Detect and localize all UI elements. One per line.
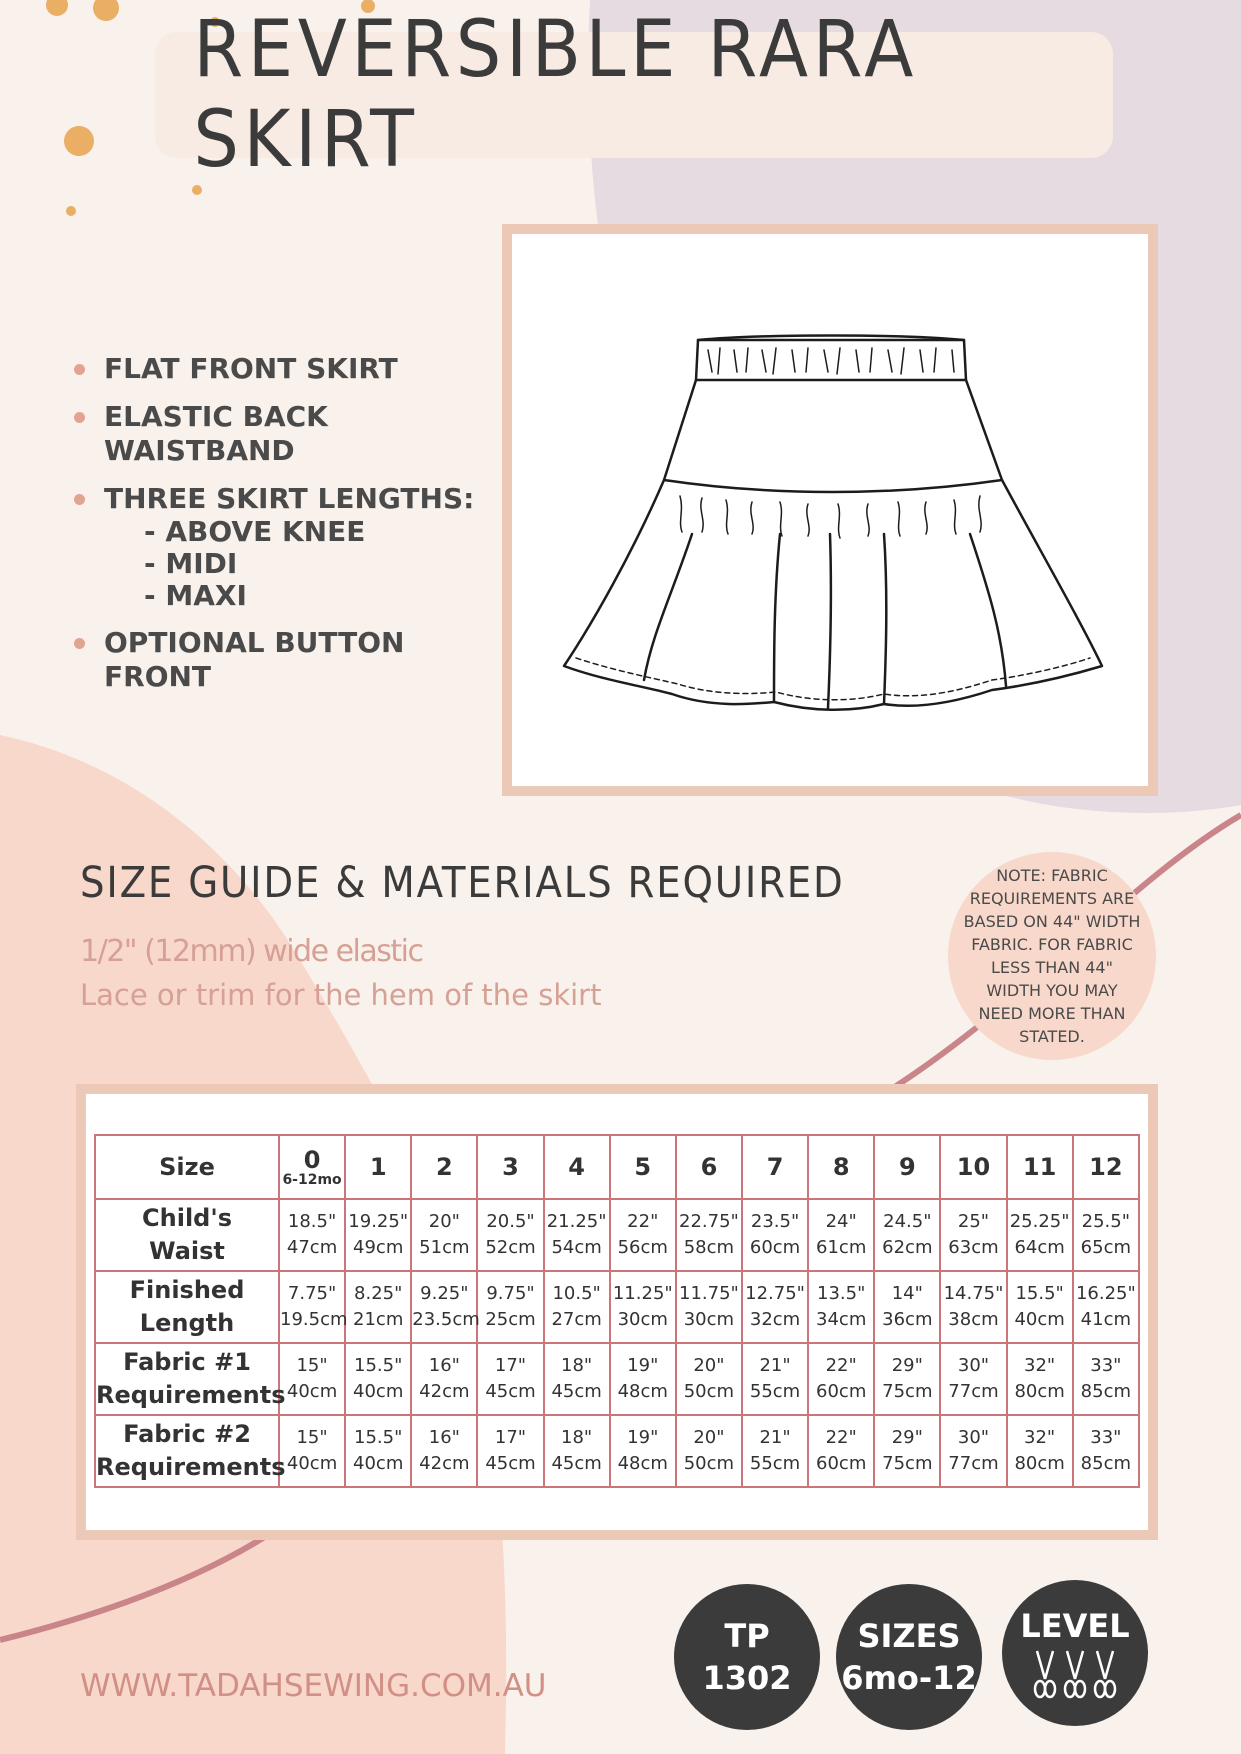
metric-value: 23.5cm xyxy=(412,1309,480,1330)
badge-line: TP xyxy=(724,1617,770,1655)
imperial-value: 15" xyxy=(296,1427,328,1448)
imperial-value: 21" xyxy=(759,1427,791,1448)
table-cell xyxy=(477,1343,543,1415)
upper-tier xyxy=(664,380,1002,492)
size-label: 8 xyxy=(832,1153,850,1181)
table-cell xyxy=(1007,1415,1073,1487)
row-header-line: Waist xyxy=(149,1237,225,1265)
sizes-badge xyxy=(836,1584,982,1730)
metric-value: 30cm xyxy=(683,1309,735,1330)
imperial-value: 13.5" xyxy=(817,1283,866,1304)
imperial-value: 21.25" xyxy=(546,1211,607,1232)
size-label: 7 xyxy=(766,1153,784,1181)
imperial-value: 22" xyxy=(825,1355,857,1376)
table-cell xyxy=(279,1271,348,1343)
imperial-value: 20" xyxy=(693,1355,725,1376)
row-header xyxy=(95,1271,279,1343)
metric-value: 55cm xyxy=(749,1453,801,1474)
metric-value: 51cm xyxy=(419,1237,470,1258)
metric-value: 30cm xyxy=(617,1309,668,1330)
feature-text: OPTIONAL BUTTON FRONT xyxy=(104,626,405,693)
metric-value: 45cm xyxy=(485,1381,536,1402)
metric-value: 55cm xyxy=(749,1381,801,1402)
material-item: Lace or trim for the hem of the skirt xyxy=(80,978,602,1012)
metric-value: 36cm xyxy=(882,1309,933,1330)
table-cell xyxy=(742,1271,808,1343)
size-column-header xyxy=(1007,1135,1073,1199)
metric-value: 61cm xyxy=(816,1237,867,1258)
row-header-line: Requirements xyxy=(96,1381,286,1409)
table-header-row xyxy=(95,1135,1139,1199)
metric-value: 27cm xyxy=(551,1309,602,1330)
table-cell xyxy=(610,1415,676,1487)
table-cell xyxy=(411,1199,477,1271)
imperial-value: 17" xyxy=(494,1355,527,1376)
page-title: REVERSIBLE RARA SKIRT xyxy=(193,5,918,185)
imperial-value: 33" xyxy=(1090,1427,1122,1448)
table-cell xyxy=(1073,1343,1139,1415)
bullet-icon xyxy=(74,364,85,375)
feature-item xyxy=(72,400,502,468)
title-banner xyxy=(155,5,1113,185)
size-label: 6 xyxy=(700,1153,718,1181)
dot xyxy=(46,0,68,16)
table-cell xyxy=(1073,1271,1139,1343)
imperial-value: 15.5" xyxy=(354,1355,403,1376)
metric-value: 41cm xyxy=(1080,1309,1132,1330)
imperial-value: 8.25" xyxy=(354,1283,403,1304)
badge-line: LEVEL xyxy=(1020,1607,1130,1645)
imperial-value: 19.25" xyxy=(348,1211,409,1232)
row-header-line: Fabric #1 xyxy=(123,1348,251,1376)
dot xyxy=(192,185,202,195)
imperial-value: 16" xyxy=(428,1355,460,1376)
imperial-value: 22" xyxy=(627,1211,659,1232)
metric-value: 45cm xyxy=(551,1381,602,1402)
imperial-value: 29" xyxy=(891,1427,923,1448)
feature-text: THREE SKIRT LENGTHS: xyxy=(104,482,475,515)
size-column-header xyxy=(940,1135,1006,1199)
dot xyxy=(66,206,76,216)
feature-text: ELASTIC BACK WAISTBAND xyxy=(104,400,328,467)
imperial-value: 25" xyxy=(957,1211,990,1232)
row-header xyxy=(95,1343,286,1415)
table-cell xyxy=(676,1415,742,1487)
size-sublabel: 6-12mo xyxy=(282,1172,342,1188)
size-label: 2 xyxy=(436,1153,453,1181)
metric-value: 77cm xyxy=(948,1453,999,1474)
table-cell xyxy=(345,1199,411,1271)
row-header-line: Finished xyxy=(129,1276,245,1304)
table-cell xyxy=(477,1199,543,1271)
size-label: 1 xyxy=(369,1153,387,1181)
table-cell xyxy=(874,1271,940,1343)
imperial-value: 11.25" xyxy=(612,1283,673,1304)
scissors-icon xyxy=(1065,1651,1085,1697)
size-table xyxy=(94,1134,1140,1488)
metric-value: 56cm xyxy=(617,1237,668,1258)
size-label: 11 xyxy=(1022,1153,1057,1181)
fabric-note-text: NOTE: FABRIC REQUIREMENTS ARE BASED ON 44" WIDTH FABRIC. FOR FABRIC LESS THAN 44" WIDTH YOU MAY NEED MORE THAN STATED. xyxy=(963,866,1141,1046)
size-column-header xyxy=(742,1135,808,1199)
metric-value: 62cm xyxy=(882,1237,933,1258)
metric-value: 45cm xyxy=(551,1453,602,1474)
table-cell xyxy=(940,1271,1006,1343)
table-cell xyxy=(874,1343,940,1415)
bullet-icon xyxy=(74,494,85,505)
metric-value: 40cm xyxy=(286,1381,338,1402)
table-cell xyxy=(411,1271,480,1343)
table-cell xyxy=(940,1343,1006,1415)
imperial-value: 25.25" xyxy=(1009,1211,1070,1232)
table-cell xyxy=(676,1271,742,1343)
table-cell xyxy=(544,1415,610,1487)
table-cell xyxy=(1007,1271,1073,1343)
imperial-value: 18.5" xyxy=(287,1211,337,1232)
imperial-value: 22.75" xyxy=(679,1211,739,1232)
size-table-frame xyxy=(76,1084,1158,1540)
table-cell xyxy=(544,1343,610,1415)
row-header-line: Child's xyxy=(142,1204,232,1232)
fabric-note xyxy=(948,852,1156,1060)
table-cell xyxy=(544,1199,610,1271)
imperial-value: 32" xyxy=(1024,1427,1056,1448)
imperial-value: 7.75" xyxy=(287,1283,337,1304)
table-cell xyxy=(345,1271,411,1343)
size-column-header xyxy=(808,1135,874,1199)
feature-item xyxy=(72,352,502,386)
table-cell xyxy=(742,1199,808,1271)
imperial-value: 9.75" xyxy=(486,1283,535,1304)
section-title: SIZE GUIDE & MATERIALS REQUIRED xyxy=(80,858,845,908)
metric-value: 75cm xyxy=(882,1453,933,1474)
table-cell xyxy=(742,1343,808,1415)
scissors-icon xyxy=(1035,1651,1055,1697)
imperial-value: 11.75" xyxy=(679,1283,739,1304)
metric-value: 21cm xyxy=(353,1309,404,1330)
table-cell xyxy=(874,1415,940,1487)
table-cell xyxy=(411,1415,477,1487)
size-label: 0 xyxy=(303,1146,321,1174)
metric-value: 54cm xyxy=(551,1237,602,1258)
table-cell xyxy=(279,1415,345,1487)
table-cell xyxy=(477,1415,543,1487)
imperial-value: 15.5" xyxy=(1015,1283,1064,1304)
metric-value: 75cm xyxy=(882,1381,933,1402)
imperial-value: 24" xyxy=(825,1211,857,1232)
table-cell xyxy=(1007,1343,1073,1415)
imperial-value: 33" xyxy=(1090,1355,1122,1376)
size-column-header xyxy=(676,1135,742,1199)
metric-value: 38cm xyxy=(948,1309,999,1330)
imperial-value: 18" xyxy=(561,1427,593,1448)
size-label: 10 xyxy=(956,1153,991,1181)
imperial-value: 20" xyxy=(428,1211,460,1232)
metric-value: 60cm xyxy=(816,1381,867,1402)
table-row xyxy=(95,1343,1139,1415)
metric-value: 80cm xyxy=(1014,1381,1065,1402)
metric-value: 85cm xyxy=(1080,1381,1132,1402)
size-column-header xyxy=(477,1135,543,1199)
metric-value: 19.5cm xyxy=(280,1309,348,1330)
imperial-value: 23.5" xyxy=(750,1211,800,1232)
metric-value: 47cm xyxy=(286,1237,338,1258)
metric-value: 40cm xyxy=(353,1381,404,1402)
table-cell xyxy=(874,1199,940,1271)
imperial-value: 21" xyxy=(759,1355,791,1376)
size-label: 12 xyxy=(1089,1153,1123,1181)
size-column-header xyxy=(874,1135,940,1199)
imperial-value: 19" xyxy=(627,1355,659,1376)
sub-item: - MIDI xyxy=(144,547,238,580)
imperial-value: 20.5" xyxy=(486,1211,535,1232)
table-cell xyxy=(610,1271,676,1343)
bullet-icon xyxy=(74,638,85,649)
skirt-illustration xyxy=(512,234,1148,786)
table-cell xyxy=(1073,1415,1139,1487)
table-cell xyxy=(610,1343,676,1415)
table-row xyxy=(95,1415,1139,1487)
row-header-line: Length xyxy=(139,1309,235,1337)
metric-value: 49cm xyxy=(353,1237,404,1258)
sub-item: - ABOVE KNEE xyxy=(144,515,366,548)
metric-value: 50cm xyxy=(683,1453,735,1474)
imperial-value: 32" xyxy=(1024,1355,1056,1376)
row-header-line: Fabric #2 xyxy=(123,1420,251,1448)
table-cell xyxy=(345,1343,411,1415)
imperial-value: 17" xyxy=(494,1427,527,1448)
row-header xyxy=(95,1199,279,1271)
dot xyxy=(93,0,119,21)
imperial-value: 30" xyxy=(957,1355,990,1376)
skirt-lengths-list xyxy=(72,516,502,612)
feature-item xyxy=(72,626,502,694)
table-cell xyxy=(1073,1199,1139,1271)
material-item: 1/2" (12mm) wide elastic xyxy=(80,934,423,969)
size-column-header xyxy=(411,1135,477,1199)
table-cell xyxy=(1007,1199,1073,1271)
table-cell xyxy=(808,1199,874,1271)
imperial-value: 22" xyxy=(825,1427,857,1448)
imperial-value: 25.5" xyxy=(1081,1211,1131,1232)
size-label: 5 xyxy=(634,1153,652,1181)
feature-item xyxy=(72,482,502,516)
table-row xyxy=(95,1271,1139,1343)
metric-value: 34cm xyxy=(816,1309,867,1330)
table-cell xyxy=(610,1199,676,1271)
table-cell xyxy=(544,1271,610,1343)
table-row xyxy=(95,1199,1139,1271)
metric-value: 25cm xyxy=(485,1309,536,1330)
table-cell xyxy=(411,1343,477,1415)
metric-value: 85cm xyxy=(1080,1453,1132,1474)
metric-value: 42cm xyxy=(419,1453,470,1474)
level-badge xyxy=(1002,1580,1148,1726)
size-column-header xyxy=(544,1135,610,1199)
metric-value: 63cm xyxy=(948,1237,999,1258)
table-cell xyxy=(940,1415,1006,1487)
metric-value: 40cm xyxy=(1014,1309,1065,1330)
imperial-value: 14" xyxy=(891,1283,923,1304)
metric-value: 52cm xyxy=(485,1237,536,1258)
table-cell xyxy=(345,1415,411,1487)
table-cell xyxy=(676,1199,742,1271)
size-column-header xyxy=(345,1135,411,1199)
feature-list xyxy=(72,352,502,708)
metric-value: 40cm xyxy=(353,1453,404,1474)
scissors-icon xyxy=(1095,1651,1115,1697)
size-label: 9 xyxy=(898,1153,916,1181)
metric-value: 32cm xyxy=(749,1309,801,1330)
table-cell xyxy=(279,1199,345,1271)
feature-text: FLAT FRONT SKIRT xyxy=(104,352,398,385)
dot xyxy=(64,126,94,156)
size-label: 4 xyxy=(568,1153,585,1181)
table-cell xyxy=(477,1271,543,1343)
row-header-line: Requirements xyxy=(96,1453,286,1481)
metric-value: 64cm xyxy=(1014,1237,1065,1258)
imperial-value: 16" xyxy=(428,1427,460,1448)
metric-value: 58cm xyxy=(683,1237,735,1258)
imperial-value: 20" xyxy=(693,1427,725,1448)
row-header xyxy=(95,1415,286,1487)
metric-value: 40cm xyxy=(286,1453,338,1474)
imperial-value: 14.75" xyxy=(943,1283,1004,1304)
metric-value: 45cm xyxy=(485,1453,536,1474)
table-cell xyxy=(742,1415,808,1487)
metric-value: 80cm xyxy=(1014,1453,1065,1474)
imperial-value: 10.5" xyxy=(552,1283,601,1304)
illustration-frame xyxy=(502,224,1158,796)
bullet-icon xyxy=(74,412,85,423)
imperial-value: 12.75" xyxy=(745,1283,805,1304)
table-cell xyxy=(676,1343,742,1415)
badge-line: 6mo-12 xyxy=(841,1659,977,1697)
metric-value: 65cm xyxy=(1080,1237,1132,1258)
size-column-header xyxy=(1073,1135,1139,1199)
metric-value: 42cm xyxy=(419,1381,470,1402)
table-cell xyxy=(808,1271,874,1343)
imperial-value: 9.25" xyxy=(420,1283,469,1304)
imperial-value: 16.25" xyxy=(1075,1283,1136,1304)
imperial-value: 15.5" xyxy=(354,1427,403,1448)
size-column-header xyxy=(610,1135,676,1199)
sub-item: - MAXI xyxy=(144,579,247,612)
scissors-icon-group xyxy=(1025,1649,1125,1701)
imperial-value: 24.5" xyxy=(883,1211,932,1232)
size-label: 3 xyxy=(502,1153,519,1181)
metric-value: 48cm xyxy=(617,1453,668,1474)
imperial-value: 15" xyxy=(296,1355,328,1376)
metric-value: 50cm xyxy=(683,1381,735,1402)
waistband xyxy=(696,340,966,380)
imperial-value: 29" xyxy=(891,1355,923,1376)
metric-value: 60cm xyxy=(816,1453,867,1474)
metric-value: 60cm xyxy=(749,1237,801,1258)
size-header: Size xyxy=(95,1135,279,1199)
table-cell xyxy=(940,1199,1006,1271)
badge-line: 1302 xyxy=(702,1659,792,1697)
metric-value: 48cm xyxy=(617,1381,668,1402)
pattern-code-badge xyxy=(674,1584,820,1730)
table-cell xyxy=(279,1343,345,1415)
metric-value: 77cm xyxy=(948,1381,999,1402)
badge-line: SIZES xyxy=(857,1617,961,1655)
imperial-value: 19" xyxy=(627,1427,659,1448)
table-cell xyxy=(808,1343,874,1415)
website-url[interactable]: WWW.TADAHSEWING.COM.AU xyxy=(80,1668,547,1704)
imperial-value: 18" xyxy=(561,1355,593,1376)
table-cell xyxy=(808,1415,874,1487)
imperial-value: 30" xyxy=(957,1427,990,1448)
size-column-header xyxy=(279,1135,345,1199)
